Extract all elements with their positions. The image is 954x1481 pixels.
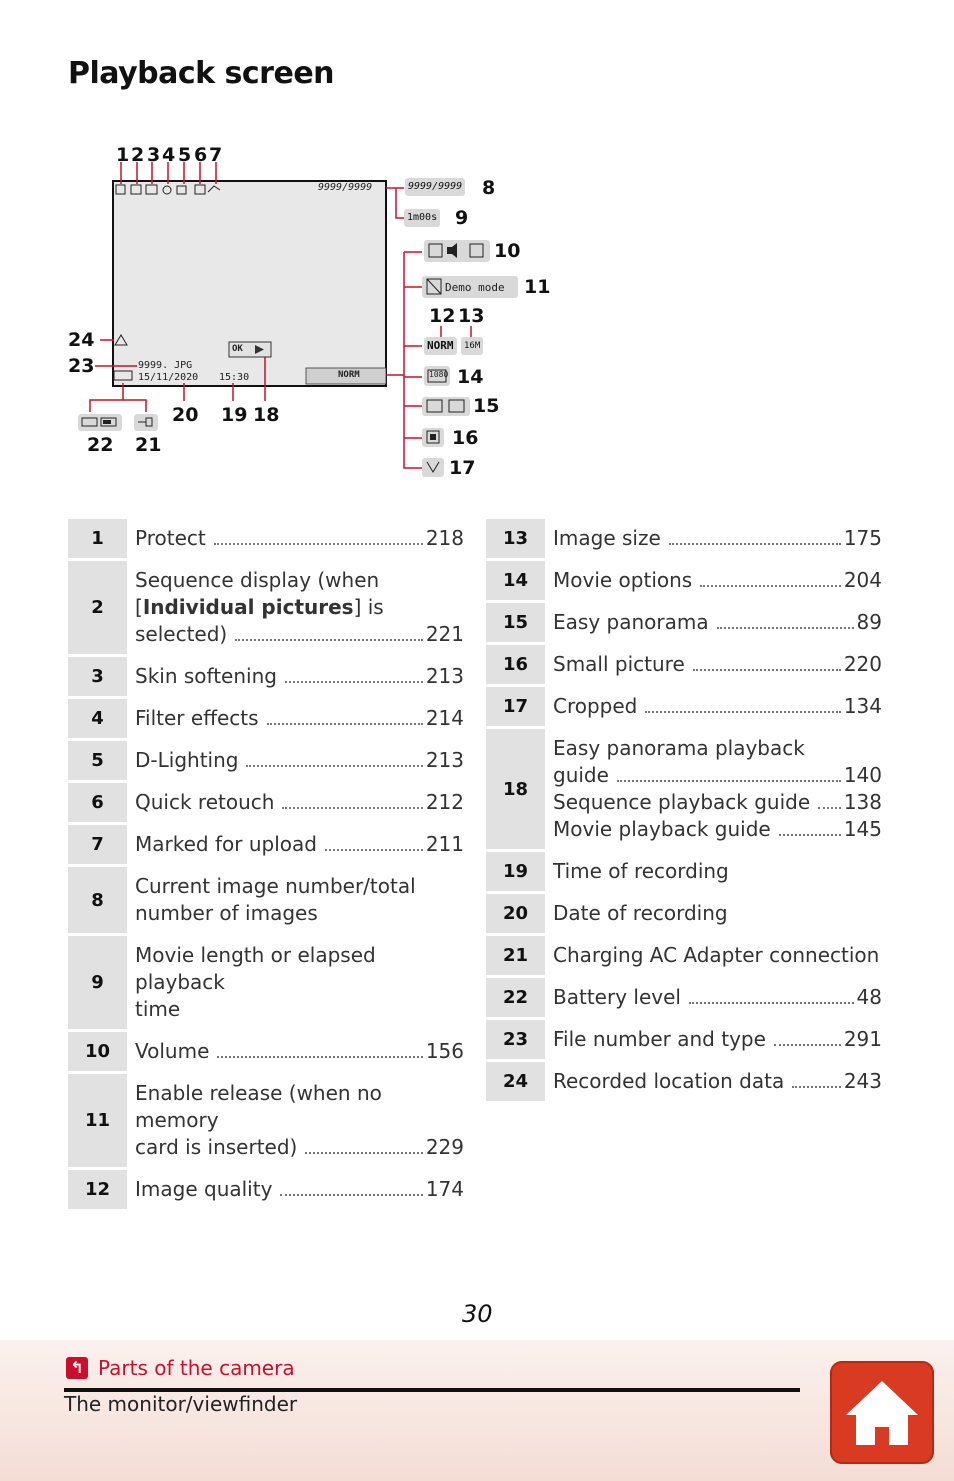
description-line <box>553 651 882 678</box>
description-text: Date of recording <box>553 901 728 925</box>
item-description <box>127 519 464 560</box>
item-description <box>545 851 882 893</box>
item-number: 12 <box>68 1169 127 1211</box>
item-number: 10 <box>68 1031 127 1073</box>
menu-option-name: Individual pictures <box>142 595 354 619</box>
callout-number: 1 <box>116 144 130 166</box>
item-description <box>127 935 464 1031</box>
home-icon <box>830 1361 934 1464</box>
description-line <box>553 1026 882 1053</box>
table-row <box>486 1019 882 1061</box>
callout-number: 21 <box>135 434 162 456</box>
page-reference-link[interactable]: 138 <box>843 790 882 814</box>
description-line <box>553 693 882 720</box>
item-description <box>545 1061 882 1103</box>
page-reference-link[interactable]: 204 <box>843 568 882 592</box>
dot-leader <box>700 585 841 587</box>
description-line <box>553 567 882 594</box>
description-line <box>553 1068 882 1095</box>
table-row <box>486 728 882 851</box>
item-number: 22 <box>486 977 545 1019</box>
item-description <box>545 560 882 602</box>
item-number: 2 <box>68 560 127 656</box>
description-text: Volume <box>135 1039 210 1063</box>
dot-leader <box>280 1194 422 1196</box>
callout-movie-1080: 1080 <box>429 370 449 379</box>
description-text: Small picture <box>553 652 685 676</box>
description-text: File number and type <box>553 1027 766 1051</box>
callout-number: 17 <box>449 457 476 479</box>
page-reference-link[interactable]: 243 <box>843 1069 882 1093</box>
item-number: 14 <box>486 560 545 602</box>
table-row <box>68 935 464 1031</box>
item-description <box>545 728 882 851</box>
screen-ok-button: OK <box>232 344 243 354</box>
table-row <box>486 1061 882 1103</box>
description-text: time <box>135 997 181 1021</box>
page-reference-link[interactable]: 212 <box>425 790 464 814</box>
table-row <box>486 519 882 560</box>
callout-number: 7 <box>209 144 223 166</box>
callout-number: 14 <box>457 366 484 388</box>
description-text: number of images <box>135 901 318 925</box>
dot-leader <box>693 669 841 671</box>
description-line <box>135 1176 464 1203</box>
callout-number: 24 <box>68 329 95 351</box>
item-description <box>127 698 464 740</box>
back-arrow-icon: ↰ <box>66 1357 88 1379</box>
callout-number: 18 <box>253 404 280 426</box>
description-line <box>553 762 882 789</box>
table-row <box>486 560 882 602</box>
description-text: D-Lighting <box>135 748 239 772</box>
description-text: Easy panorama <box>553 610 709 634</box>
description-line <box>135 1134 464 1161</box>
dot-leader <box>217 1056 422 1058</box>
dot-leader <box>235 639 423 641</box>
description-line <box>553 609 882 636</box>
callout-number: 20 <box>172 404 199 426</box>
table-row <box>68 519 464 560</box>
callout-number: 8 <box>482 177 496 199</box>
description-line <box>135 789 464 816</box>
dot-leader <box>246 765 422 767</box>
description-text: Quick retouch <box>135 790 275 814</box>
item-description <box>545 644 882 686</box>
subsection-title: The monitor/viewfinder <box>64 1392 298 1416</box>
page-reference-link[interactable]: 291 <box>843 1027 882 1051</box>
description-text: Movie options <box>553 568 693 592</box>
dot-leader <box>282 807 422 809</box>
callout-norm: NORM <box>424 337 457 355</box>
page-reference-link[interactable]: 174 <box>425 1177 464 1201</box>
item-description <box>127 560 464 656</box>
dot-leader <box>689 1002 854 1004</box>
description-text: card is inserted) <box>135 1135 298 1159</box>
page-reference-link[interactable]: 48 <box>856 985 882 1009</box>
dot-leader <box>617 780 841 782</box>
callout-number: 6 <box>194 144 208 166</box>
description-text: Time of recording <box>553 859 729 883</box>
description-line <box>553 984 882 1011</box>
table-row <box>486 602 882 644</box>
dot-leader <box>305 1152 422 1154</box>
description-text: Image quality <box>135 1177 273 1201</box>
table-row <box>486 644 882 686</box>
screen-time: 15:30 <box>219 372 250 383</box>
table-row <box>68 782 464 824</box>
callout-number: 2 <box>131 144 145 166</box>
table-row <box>68 698 464 740</box>
item-number: 6 <box>68 782 127 824</box>
item-description <box>127 824 464 866</box>
page-reference-link[interactable]: 213 <box>425 748 464 772</box>
page-reference-link[interactable]: 156 <box>425 1039 464 1063</box>
page-reference-link[interactable]: 214 <box>425 706 464 730</box>
table-row <box>486 893 882 935</box>
callout-number: 12 <box>429 305 456 327</box>
description-line <box>135 1038 464 1065</box>
description-text: Skin softening <box>135 664 277 688</box>
section-link[interactable] <box>66 1356 295 1380</box>
table-row <box>486 686 882 728</box>
item-number: 21 <box>486 935 545 977</box>
dot-leader <box>645 711 840 713</box>
item-number: 3 <box>68 656 127 698</box>
description-text: Protect <box>135 526 206 550</box>
callout-number: 4 <box>162 144 176 166</box>
dot-leader <box>818 807 841 809</box>
dot-leader <box>779 834 841 836</box>
item-description <box>127 656 464 698</box>
playback-screen-diagram <box>0 140 560 490</box>
item-number: 18 <box>486 728 545 851</box>
item-number: 15 <box>486 602 545 644</box>
page-title: Playback screen <box>68 56 335 91</box>
item-description <box>127 1073 464 1169</box>
item-number: 17 <box>486 686 545 728</box>
description-text: Sequence display (when <box>135 568 380 592</box>
page-reference-link[interactable]: 213 <box>425 664 464 688</box>
table-row <box>68 1073 464 1169</box>
description-text: Marked for upload <box>135 832 317 856</box>
screen-counter: 9999/9999 <box>318 182 373 193</box>
table-row <box>68 866 464 935</box>
description-text: [Individual pictures] is <box>135 595 384 619</box>
page-reference-link[interactable]: 221 <box>425 622 464 646</box>
item-number: 1 <box>68 519 127 560</box>
callout-size: 16M <box>461 337 483 355</box>
item-number: 8 <box>68 866 127 935</box>
dot-leader <box>669 543 841 545</box>
page-reference-link[interactable]: 220 <box>843 652 882 676</box>
callout-number: 15 <box>473 395 500 417</box>
reference-table-left <box>68 519 464 1212</box>
callout-number: 19 <box>221 404 248 426</box>
item-description <box>127 1169 464 1211</box>
callout-number: 16 <box>452 427 479 449</box>
description-text: guide <box>553 763 609 787</box>
item-description <box>545 602 882 644</box>
item-number: 9 <box>68 935 127 1031</box>
description-text: Recorded location data <box>553 1069 785 1093</box>
dot-leader <box>214 543 423 545</box>
callout-demo-mode: Demo mode <box>445 281 505 294</box>
page-reference-link[interactable]: 145 <box>843 817 882 841</box>
description-text: Battery level <box>553 985 681 1009</box>
table-row <box>68 656 464 698</box>
description-line <box>135 831 464 858</box>
dot-leader <box>267 723 423 725</box>
description-line <box>553 525 882 552</box>
item-description <box>545 977 882 1019</box>
item-number: 5 <box>68 740 127 782</box>
item-number: 19 <box>486 851 545 893</box>
callout-number: 11 <box>524 276 551 298</box>
description-line <box>135 747 464 774</box>
table-row <box>68 1169 464 1211</box>
item-description <box>545 519 882 560</box>
item-number: 7 <box>68 824 127 866</box>
item-number: 4 <box>68 698 127 740</box>
description-text: Image size <box>553 526 661 550</box>
page-reference-link[interactable]: 140 <box>843 763 882 787</box>
page-reference-link[interactable]: 175 <box>843 526 882 550</box>
page-reference-link[interactable]: 218 <box>425 526 464 550</box>
callout-number: 23 <box>68 355 95 377</box>
dot-leader <box>285 681 423 683</box>
screen-file-name: 9999. JPG <box>138 360 193 371</box>
description-text: Cropped <box>553 694 638 718</box>
description-text: Enable release (when no memory <box>135 1081 382 1132</box>
table-row <box>68 1031 464 1073</box>
item-description <box>127 1031 464 1073</box>
callout-number: 9 <box>455 207 469 229</box>
item-description <box>545 686 882 728</box>
screen-norm: NORM <box>338 370 360 380</box>
item-number: 13 <box>486 519 545 560</box>
callout-number: 10 <box>494 240 521 262</box>
dot-leader <box>792 1086 841 1088</box>
table-row <box>486 935 882 977</box>
page-reference-link[interactable]: 211 <box>425 832 464 856</box>
callout-number: 13 <box>458 305 485 327</box>
description-text: Sequence playback guide <box>553 790 811 814</box>
home-button[interactable] <box>830 1361 934 1464</box>
description-text: selected) <box>135 622 228 646</box>
callout-number: 22 <box>87 434 114 456</box>
section-link-label: Parts of the camera <box>98 1356 295 1380</box>
item-description <box>545 1019 882 1061</box>
item-number: 11 <box>68 1073 127 1169</box>
table-row <box>486 977 882 1019</box>
description-line <box>553 816 882 843</box>
dot-leader <box>774 1044 841 1046</box>
description-text: Current image number/total <box>135 874 416 898</box>
description-text: Easy panorama playback <box>553 736 805 760</box>
description-text: Movie length or elapsed playback <box>135 943 376 994</box>
item-number: 20 <box>486 893 545 935</box>
item-description <box>545 893 882 935</box>
item-number: 24 <box>486 1061 545 1103</box>
dot-leader <box>717 627 854 629</box>
page-reference-link[interactable]: 134 <box>843 694 882 718</box>
item-number: 16 <box>486 644 545 686</box>
description-text: Filter effects <box>135 706 259 730</box>
item-description <box>127 740 464 782</box>
item-number: 23 <box>486 1019 545 1061</box>
callout-movie-length: 1m00s <box>404 209 440 227</box>
table-row <box>68 824 464 866</box>
page-number: 30 <box>462 1300 493 1328</box>
description-line <box>553 789 882 816</box>
description-line <box>135 663 464 690</box>
table-row <box>68 740 464 782</box>
screen-date: 15/11/2020 <box>138 372 199 383</box>
table-row <box>486 851 882 893</box>
page-reference-link[interactable]: 229 <box>425 1135 464 1159</box>
description-line <box>135 705 464 732</box>
item-description <box>127 866 464 935</box>
table-row <box>68 560 464 656</box>
description-line <box>135 621 464 648</box>
page-reference-link[interactable]: 89 <box>856 610 882 634</box>
description-line <box>135 525 464 552</box>
callout-number: 3 <box>147 144 161 166</box>
item-description <box>545 935 882 977</box>
dot-leader <box>325 849 423 851</box>
description-text: Charging AC Adapter connection <box>553 943 880 967</box>
callout-counter: 9999/9999 <box>405 178 465 196</box>
callout-number: 5 <box>178 144 192 166</box>
description-text: Movie playback guide <box>553 817 771 841</box>
item-description <box>127 782 464 824</box>
reference-table-right <box>486 519 882 1104</box>
